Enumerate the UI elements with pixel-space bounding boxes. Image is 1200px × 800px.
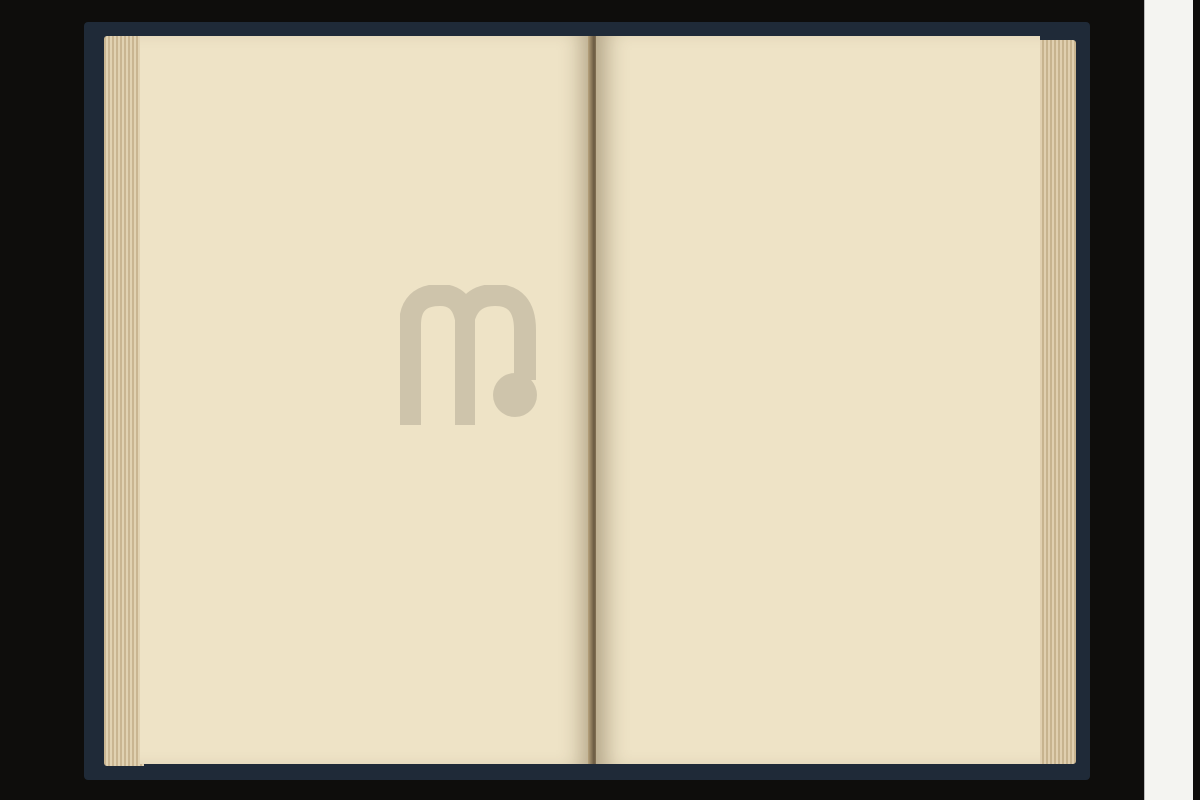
left-page xyxy=(140,36,592,764)
right-page xyxy=(596,36,1040,764)
page-edges-left xyxy=(104,36,144,766)
page-edges-right xyxy=(1036,40,1076,764)
measurement-ruler xyxy=(1144,0,1193,800)
